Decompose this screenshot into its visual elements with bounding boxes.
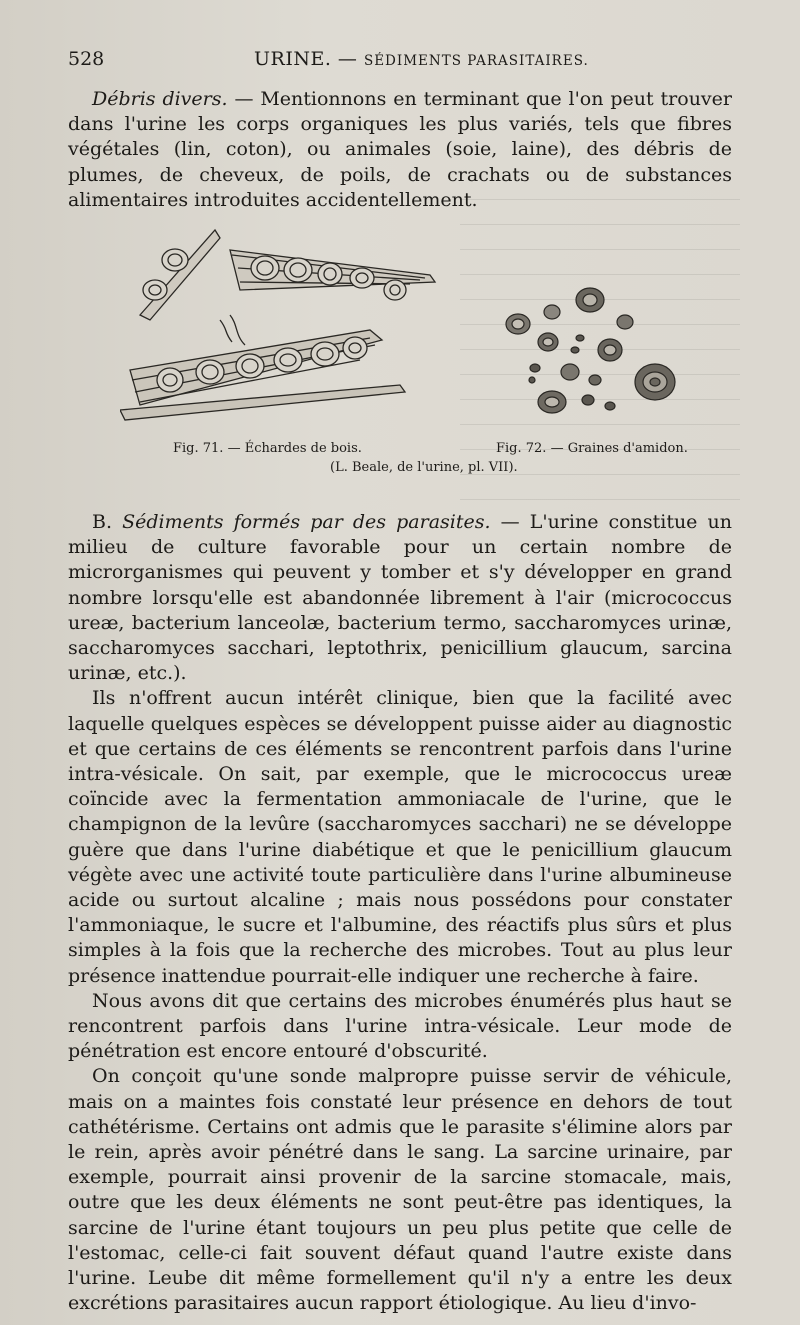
paragraph-heading: Débris divers.	[92, 88, 228, 110]
fig72-caption: Fig. 72. — Graines d'amidon.	[496, 441, 688, 456]
section-b	[68, 510, 732, 1317]
figure-source: (L. Beale, de l'urine, pl. VII).	[330, 460, 518, 475]
running-header	[68, 48, 732, 78]
paragraph-intravesical: Nous avons dit que certains des microbes énumérés plus haut se rencontrent parfois dans l'urine intra-vésicale. Leur mode de pénétration est encore entouré d'obscurité.	[68, 989, 732, 1063]
fig71-wood-splinters	[120, 230, 435, 420]
paragraph-body: — Mentionnons en terminant que l'on peut trouver dans l'urine les corps organiques les plus variés, tels que fibres végétales (lin, coton), ou animales (soie, laine), des débris de plumes, de cheveux, de poils, de crachats ou de substances alimentaires introduites accidentellement.	[68, 88, 732, 211]
running-title-main: URINE.	[254, 48, 332, 70]
page-number: 528	[68, 48, 105, 70]
section-b-body: — L'urine constitue un milieu de culture favorable pour un certain nombre de microrganismes qui peuvent y tomber et s'y développer en grand nombre lorsqu'elle est abandonnée librement à l'air (micrococcus ureæ, bacterium lanceolæ, bacterium termo, saccharomyces urinæ, saccharomyces sacchari, leptothrix, penicillium glaucum, sarcina urinæ, etc.).	[68, 511, 732, 685]
fig72-starch-grains	[506, 288, 675, 413]
section-b-letter: B.	[92, 511, 113, 533]
running-title	[254, 48, 589, 70]
paragraph-clinical: Ils n'offrent aucun intérêt clinique, bien que la facilité avec laquelle quelques espèces se développent puisse aider au diagnostic et que certains de ces éléments se rencontrent parfois dans l'urine intra-vésicale. On sait, par exemple, que le micrococcus ureæ coïncide avec la fermentation ammoniacale de l'urine, que le champignon de la levûre (saccharomyces sacchari) ne se développe guère que dans l'urine diabétique et que le penicillium glaucum végète avec une activité toute particulière dans l'urine albumineuse acide ou surtout alcaline ; mais nous possédons pour constater l'ammoniaque, le sucre et l'albumine, des réactifs plus sûrs et plus simples à la fois que la recherche des microbes. Tout au plus leur présence inattendue pourrait-elle indiquer une recherche à faire.	[68, 687, 732, 987]
paragraph-penetration: On conçoit qu'une sonde malpropre puisse servir de véhicule, mais on a maintes fois constaté leur présence en dehors de tout cathétérisme. Certains ont admis que le parasite s'élimine alors par le rein, après avoir pénétré dans le sang. La sarcine urinaire, par exemple, pourrait ainsi provenir de la sarcine stomacale, mais, outre que les deux éléments ne sont peut-être pas identiques, la sarcine de l'urine étant toujours un peu plus petite que celle de l'estomac, celle-ci fait souvent défaut quand l'autre existe dans l'urine. Leube dit même formellement qu'il n'y a entre les deux excrétions parasitaires aucun rapport étiologique. Au lieu d'invo-	[68, 1065, 732, 1315]
figure-illustrations	[120, 220, 700, 430]
running-title-sub: SÉDIMENTS PARASITAIRES.	[363, 53, 589, 69]
running-title-separator: —	[337, 48, 358, 70]
paragraph-debris	[68, 87, 732, 213]
fig71-caption: Fig. 71. — Échardes de bois.	[173, 441, 362, 456]
section-b-heading: Sédiments formés par des parasites.	[122, 511, 491, 533]
